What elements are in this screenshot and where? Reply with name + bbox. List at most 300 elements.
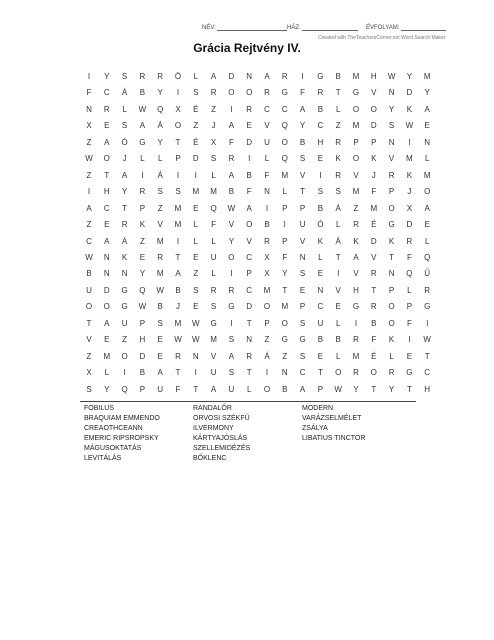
grid-letter[interactable]: R: [157, 252, 164, 262]
grid-letter[interactable]: E: [157, 335, 163, 345]
grid-letter[interactable]: E: [104, 335, 110, 345]
grid-letter[interactable]: P: [282, 203, 288, 213]
grid-letter[interactable]: O: [263, 384, 271, 394]
grid-letter[interactable]: W: [85, 154, 93, 164]
grid-letter[interactable]: T: [371, 384, 377, 394]
grid-letter[interactable]: L: [122, 104, 127, 114]
grid-letter[interactable]: Ó: [317, 220, 324, 230]
house-field[interactable]: [287, 24, 358, 31]
grid-letter[interactable]: D: [370, 236, 377, 246]
grid-letter[interactable]: W: [423, 335, 431, 345]
grid-letter[interactable]: Y: [139, 269, 146, 279]
grid-letter[interactable]: Z: [157, 203, 163, 213]
grid-letter[interactable]: A: [86, 203, 92, 213]
grid-letter[interactable]: J: [211, 121, 216, 131]
grid-letter[interactable]: F: [371, 187, 377, 197]
grid-letter[interactable]: U: [317, 318, 324, 328]
grid-letter[interactable]: L: [282, 187, 288, 197]
grid-letter[interactable]: X: [210, 137, 217, 147]
grid-letter[interactable]: X: [86, 121, 92, 131]
grid-letter[interactable]: F: [264, 170, 270, 180]
grid-letter[interactable]: U: [299, 220, 306, 230]
grid-letter[interactable]: O: [228, 252, 235, 262]
grid-letter[interactable]: E: [424, 121, 430, 131]
grid-letter[interactable]: R: [139, 187, 146, 197]
grid-letter[interactable]: V: [246, 236, 252, 246]
grid-letter[interactable]: F: [211, 220, 217, 230]
grid-letter[interactable]: P: [388, 285, 395, 295]
grid-letter[interactable]: I: [265, 203, 269, 213]
grid-letter[interactable]: B: [282, 384, 288, 394]
grid-letter[interactable]: L: [193, 72, 199, 81]
grid-letter[interactable]: W: [192, 318, 200, 328]
grid-letter[interactable]: G: [228, 302, 235, 312]
grid-letter[interactable]: A: [246, 203, 252, 213]
grid-letter[interactable]: M: [156, 236, 164, 246]
grid-letter[interactable]: A: [104, 137, 110, 147]
grid-letter[interactable]: Y: [353, 384, 359, 394]
grid-letter[interactable]: W: [138, 104, 147, 114]
grid-letter[interactable]: L: [335, 104, 341, 114]
grid-letter[interactable]: V: [299, 170, 306, 180]
grid-letter[interactable]: O: [388, 302, 395, 312]
grid-letter[interactable]: M: [103, 351, 111, 361]
grid-letter[interactable]: I: [265, 368, 269, 378]
grid-letter[interactable]: C: [86, 236, 92, 246]
grid-letter[interactable]: V: [388, 154, 395, 164]
grid-letter[interactable]: N: [388, 137, 395, 147]
grid-letter[interactable]: A: [424, 104, 430, 114]
grid-letter[interactable]: G: [121, 302, 128, 312]
grid-letter[interactable]: C: [103, 203, 110, 213]
grid-letter[interactable]: Q: [139, 285, 146, 295]
grid-letter[interactable]: Y: [388, 384, 395, 394]
grid-letter[interactable]: O: [370, 368, 377, 378]
grid-letter[interactable]: F: [246, 187, 252, 197]
grid-letter[interactable]: T: [389, 252, 395, 262]
grid-letter[interactable]: A: [121, 170, 128, 180]
grid-letter[interactable]: V: [157, 220, 163, 230]
grid-letter[interactable]: M: [281, 170, 289, 180]
grid-letter[interactable]: A: [210, 72, 217, 81]
grid-letter[interactable]: K: [371, 154, 377, 164]
grid-letter[interactable]: Á: [264, 351, 270, 361]
grid-letter[interactable]: T: [86, 318, 92, 328]
grid-letter[interactable]: F: [175, 384, 181, 394]
grid-letter[interactable]: S: [299, 154, 306, 164]
grid-letter[interactable]: G: [424, 302, 431, 312]
grid-letter[interactable]: P: [139, 318, 146, 328]
grid-letter[interactable]: L: [335, 351, 341, 361]
grid-letter[interactable]: U: [121, 318, 128, 328]
grid-letter[interactable]: Z: [282, 351, 288, 361]
grid-letter[interactable]: P: [353, 137, 359, 147]
grid-letter[interactable]: P: [299, 302, 306, 312]
grid-letter[interactable]: I: [248, 154, 251, 164]
grid-letter[interactable]: B: [139, 368, 146, 378]
grid-letter[interactable]: D: [192, 154, 199, 164]
grid-letter[interactable]: X: [86, 368, 92, 378]
grid-letter[interactable]: E: [424, 220, 430, 230]
grid-letter[interactable]: D: [406, 88, 413, 98]
grid-letter[interactable]: J: [122, 154, 127, 164]
grid-letter[interactable]: O: [388, 318, 395, 328]
grid-letter[interactable]: Q: [281, 154, 288, 164]
grid-letter[interactable]: Ó: [121, 137, 128, 147]
grid-letter[interactable]: R: [335, 137, 342, 147]
grid-letter[interactable]: V: [228, 220, 235, 230]
grid-letter[interactable]: S: [157, 318, 163, 328]
grid-letter[interactable]: V: [353, 269, 359, 279]
name-field[interactable]: [202, 24, 287, 31]
grid-letter[interactable]: C: [281, 104, 288, 114]
grid-letter[interactable]: Z: [193, 269, 199, 279]
grid-letter[interactable]: S: [299, 318, 306, 328]
grid-letter[interactable]: Z: [86, 137, 92, 147]
grid-letter[interactable]: H: [103, 187, 110, 197]
grid-letter[interactable]: W: [138, 302, 147, 312]
grid-letter[interactable]: A: [264, 72, 270, 81]
grid-letter[interactable]: C: [246, 252, 253, 262]
grid-letter[interactable]: L: [407, 285, 412, 295]
grid-letter[interactable]: L: [104, 368, 110, 378]
grid-letter[interactable]: P: [299, 203, 306, 213]
grid-letter[interactable]: U: [228, 384, 235, 394]
grid-letter[interactable]: P: [175, 154, 181, 164]
grid-letter[interactable]: O: [103, 154, 110, 164]
grid-letter[interactable]: O: [335, 368, 342, 378]
grid-letter[interactable]: V: [299, 236, 306, 246]
grid-letter[interactable]: T: [175, 252, 181, 262]
grid-letter[interactable]: R: [210, 285, 217, 295]
grid-letter[interactable]: N: [246, 72, 253, 81]
grid-letter[interactable]: L: [318, 252, 323, 262]
grid-letter[interactable]: F: [371, 335, 377, 345]
grid-letter[interactable]: V: [371, 252, 377, 262]
grid-letter[interactable]: Z: [139, 236, 145, 246]
grid-letter[interactable]: A: [210, 384, 217, 394]
grid-letter[interactable]: L: [211, 236, 216, 246]
grid-letter[interactable]: I: [123, 368, 126, 378]
grid-letter[interactable]: X: [175, 104, 181, 114]
grid-letter[interactable]: I: [176, 88, 180, 98]
grid-letter[interactable]: A: [228, 121, 235, 131]
grid-letter[interactable]: L: [335, 220, 341, 230]
grid-letter[interactable]: S: [335, 187, 341, 197]
grid-letter[interactable]: T: [424, 351, 430, 361]
grid-letter[interactable]: I: [141, 170, 144, 180]
grid-letter[interactable]: P: [317, 384, 324, 394]
grid-letter[interactable]: C: [103, 88, 110, 98]
grid-letter[interactable]: R: [228, 285, 235, 295]
grid-letter[interactable]: U: [264, 137, 270, 147]
grid-letter[interactable]: F: [406, 252, 412, 262]
grid-letter[interactable]: I: [87, 187, 91, 197]
grid-letter[interactable]: R: [210, 88, 217, 98]
grid-letter[interactable]: O: [85, 302, 93, 312]
grid-letter[interactable]: W: [156, 285, 164, 295]
grid-letter[interactable]: O: [370, 104, 377, 114]
grid-letter[interactable]: N: [264, 187, 270, 197]
grid-letter[interactable]: L: [424, 154, 430, 164]
grid-letter[interactable]: G: [139, 137, 146, 147]
grid-letter[interactable]: L: [193, 236, 199, 246]
grid-letter[interactable]: C: [317, 121, 324, 131]
grid-letter[interactable]: N: [86, 104, 92, 114]
grid-letter[interactable]: I: [230, 269, 233, 279]
grid-letter[interactable]: N: [388, 88, 395, 98]
grid-letter[interactable]: M: [174, 220, 182, 230]
grid-letter[interactable]: C: [246, 285, 253, 295]
grid-letter[interactable]: Y: [121, 187, 128, 197]
grid-letter[interactable]: T: [104, 170, 110, 180]
grid-letter[interactable]: Z: [211, 104, 217, 114]
grid-letter[interactable]: T: [317, 368, 323, 378]
grid-letter[interactable]: D: [406, 220, 413, 230]
grid-letter[interactable]: V: [335, 285, 341, 295]
grid-letter[interactable]: X: [264, 269, 270, 279]
grid-letter[interactable]: V: [210, 351, 217, 361]
grid-letter[interactable]: Q: [424, 252, 431, 262]
grid-letter[interactable]: T: [282, 285, 288, 295]
grid-letter[interactable]: T: [175, 137, 181, 147]
grid-letter[interactable]: L: [424, 236, 430, 246]
grid-letter[interactable]: É: [371, 351, 377, 361]
grid-letter[interactable]: R: [370, 302, 377, 312]
grid-letter[interactable]: M: [352, 187, 360, 197]
grid-letter[interactable]: N: [388, 269, 395, 279]
grid-letter[interactable]: O: [246, 88, 253, 98]
grid-letter[interactable]: E: [104, 121, 110, 131]
grid-letter[interactable]: K: [121, 252, 128, 262]
grid-letter[interactable]: Á: [335, 203, 341, 213]
grid-letter[interactable]: R: [264, 88, 270, 98]
grid-letter[interactable]: M: [174, 203, 182, 213]
grid-letter[interactable]: B: [264, 220, 270, 230]
grid-letter[interactable]: L: [264, 154, 270, 164]
grid-letter[interactable]: A: [104, 318, 110, 328]
grid-letter[interactable]: M: [423, 170, 431, 180]
grid-letter[interactable]: Á: [121, 88, 128, 98]
grid-letter[interactable]: E: [317, 269, 324, 279]
grid-letter[interactable]: T: [246, 368, 252, 378]
grid-letter[interactable]: D: [370, 121, 377, 131]
grid-letter[interactable]: P: [388, 187, 395, 197]
grid-letter[interactable]: B: [246, 170, 252, 180]
grid-letter[interactable]: A: [228, 351, 235, 361]
grid-letter[interactable]: B: [371, 318, 377, 328]
grid-letter[interactable]: P: [139, 203, 146, 213]
grid-letter[interactable]: I: [230, 104, 233, 114]
grid-letter[interactable]: F: [406, 318, 412, 328]
grid-letter[interactable]: E: [193, 302, 199, 312]
grid-letter[interactable]: N: [103, 252, 110, 262]
grid-letter[interactable]: M: [352, 72, 360, 81]
grid-letter[interactable]: S: [317, 187, 324, 197]
grid-letter[interactable]: A: [228, 170, 235, 180]
grid-letter[interactable]: Á: [335, 236, 341, 246]
grid-letter[interactable]: W: [85, 252, 93, 262]
grid-letter[interactable]: Á: [157, 170, 163, 180]
grid-letter[interactable]: I: [319, 170, 322, 180]
grid-letter[interactable]: A: [157, 368, 163, 378]
grid-letter[interactable]: E: [406, 351, 413, 361]
grid-letter[interactable]: Q: [157, 104, 164, 114]
grid-letter[interactable]: M: [156, 269, 164, 279]
grid-letter[interactable]: V: [264, 121, 270, 131]
grid-letter[interactable]: S: [299, 351, 306, 361]
grid-letter[interactable]: B: [317, 335, 324, 345]
grid-letter[interactable]: T: [335, 252, 341, 262]
grid-letter[interactable]: B: [139, 88, 146, 98]
year-field[interactable]: [366, 24, 446, 31]
grid-letter[interactable]: E: [157, 351, 163, 361]
grid-letter[interactable]: G: [352, 88, 360, 98]
grid-letter[interactable]: Z: [86, 220, 92, 230]
grid-letter[interactable]: I: [230, 318, 233, 328]
grid-letter[interactable]: B: [86, 269, 92, 279]
grid-letter[interactable]: I: [176, 236, 180, 246]
grid-letter[interactable]: I: [176, 170, 180, 180]
grid-letter[interactable]: S: [193, 88, 199, 98]
grid-letter[interactable]: O: [246, 220, 253, 230]
grid-letter[interactable]: B: [157, 302, 163, 312]
grid-letter[interactable]: R: [139, 72, 146, 81]
grid-letter[interactable]: B: [335, 72, 341, 81]
grid-letter[interactable]: M: [263, 285, 271, 295]
grid-letter[interactable]: N: [317, 285, 324, 295]
grid-letter[interactable]: Z: [86, 351, 92, 361]
grid-letter[interactable]: D: [228, 72, 235, 81]
grid-letter[interactable]: T: [335, 88, 341, 98]
grid-letter[interactable]: B: [317, 104, 324, 114]
grid-letter[interactable]: K: [317, 236, 324, 246]
grid-letter[interactable]: K: [388, 335, 395, 345]
grid-letter[interactable]: I: [426, 318, 429, 328]
grid-letter[interactable]: Q: [121, 384, 128, 394]
grid-letter[interactable]: P: [406, 302, 413, 312]
grid-letter[interactable]: R: [246, 351, 253, 361]
grid-letter[interactable]: M: [281, 302, 289, 312]
grid-letter[interactable]: Z: [353, 203, 359, 213]
grid-letter[interactable]: E: [246, 121, 252, 131]
grid-letter[interactable]: N: [299, 252, 306, 262]
grid-letter[interactable]: B: [317, 203, 324, 213]
grid-letter[interactable]: T: [122, 203, 128, 213]
grid-letter[interactable]: L: [211, 269, 216, 279]
grid-letter[interactable]: G: [121, 285, 128, 295]
grid-letter[interactable]: O: [263, 302, 271, 312]
grid-letter[interactable]: A: [353, 252, 359, 262]
grid-letter[interactable]: E: [104, 220, 110, 230]
grid-letter[interactable]: Y: [406, 72, 413, 81]
grid-letter[interactable]: I: [354, 318, 358, 328]
grid-letter[interactable]: S: [86, 384, 92, 394]
grid-letter[interactable]: S: [228, 335, 235, 345]
grid-letter[interactable]: E: [193, 252, 199, 262]
grid-letter[interactable]: G: [388, 220, 395, 230]
grid-letter[interactable]: H: [139, 335, 146, 345]
grid-letter[interactable]: W: [387, 72, 396, 81]
grid-letter[interactable]: X: [406, 203, 413, 213]
grid-letter[interactable]: P: [246, 269, 252, 279]
grid-letter[interactable]: N: [103, 269, 110, 279]
grid-letter[interactable]: T: [246, 318, 252, 328]
grid-letter[interactable]: Y: [228, 236, 235, 246]
grid-letter[interactable]: M: [370, 203, 378, 213]
grid-letter[interactable]: O: [388, 203, 395, 213]
grid-letter[interactable]: R: [103, 104, 110, 114]
grid-letter[interactable]: C: [424, 368, 431, 378]
grid-letter[interactable]: G: [281, 335, 288, 345]
grid-letter[interactable]: D: [246, 137, 253, 147]
grid-letter[interactable]: S: [157, 187, 163, 197]
grid-letter[interactable]: Y: [388, 104, 395, 114]
grid-letter[interactable]: Z: [86, 170, 92, 180]
grid-letter[interactable]: Y: [104, 72, 110, 81]
grid-letter[interactable]: M: [352, 121, 360, 131]
grid-letter[interactable]: H: [353, 285, 359, 295]
grid-letter[interactable]: I: [337, 269, 340, 279]
grid-letter[interactable]: N: [424, 137, 431, 147]
grid-letter[interactable]: O: [424, 187, 431, 197]
grid-letter[interactable]: M: [406, 154, 413, 164]
grid-letter[interactable]: O: [352, 104, 360, 114]
grid-letter[interactable]: N: [246, 335, 253, 345]
grid-letter[interactable]: Q: [406, 269, 413, 279]
grid-letter[interactable]: G: [406, 368, 413, 378]
grid-letter[interactable]: G: [317, 72, 324, 81]
grid-letter[interactable]: Q: [281, 121, 288, 131]
grid-letter[interactable]: Y: [424, 88, 430, 98]
grid-letter[interactable]: Y: [157, 88, 163, 98]
grid-letter[interactable]: R: [353, 368, 359, 378]
grid-letter[interactable]: G: [281, 88, 288, 98]
grid-letter[interactable]: V: [371, 88, 377, 98]
grid-letter[interactable]: B: [299, 137, 306, 147]
grid-letter[interactable]: S: [388, 121, 395, 131]
grid-letter[interactable]: I: [87, 72, 91, 81]
grid-letter[interactable]: W: [174, 335, 182, 345]
grid-letter[interactable]: F: [300, 88, 306, 98]
grid-letter[interactable]: Ö: [174, 72, 182, 81]
grid-letter[interactable]: P: [264, 318, 270, 328]
grid-letter[interactable]: H: [370, 72, 377, 81]
grid-letter[interactable]: U: [157, 384, 164, 394]
grid-letter[interactable]: M: [210, 335, 217, 345]
grid-letter[interactable]: Y: [282, 269, 288, 279]
grid-letter[interactable]: A: [104, 236, 110, 246]
grid-letter[interactable]: A: [299, 104, 306, 114]
grid-letter[interactable]: M: [174, 318, 182, 328]
grid-letter[interactable]: C: [317, 302, 324, 312]
grid-letter[interactable]: E: [299, 285, 306, 295]
grid-letter[interactable]: R: [121, 220, 128, 230]
grid-letter[interactable]: Q: [210, 203, 217, 213]
grid-letter[interactable]: F: [282, 252, 288, 262]
grid-letter[interactable]: L: [389, 351, 394, 361]
grid-letter[interactable]: J: [176, 302, 180, 312]
grid-letter[interactable]: L: [193, 220, 199, 230]
grid-letter[interactable]: X: [264, 252, 270, 262]
grid-letter[interactable]: I: [194, 368, 197, 378]
grid-letter[interactable]: W: [192, 335, 200, 345]
grid-letter[interactable]: V: [86, 335, 92, 345]
grid-letter[interactable]: R: [246, 104, 253, 114]
grid-letter[interactable]: R: [335, 170, 342, 180]
grid-letter[interactable]: D: [139, 351, 146, 361]
grid-letter[interactable]: M: [352, 351, 360, 361]
